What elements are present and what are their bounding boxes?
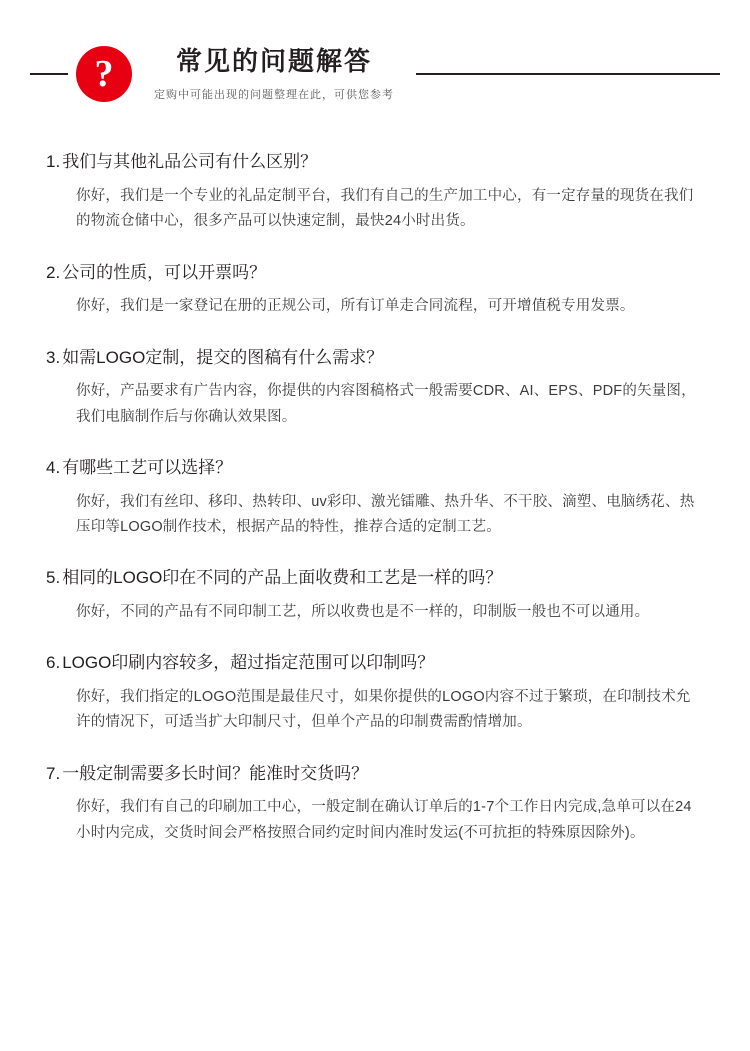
faq-question: 相同的LOGO印在不同的产品上面收费和工艺是一样的吗？ xyxy=(62,568,503,588)
faq-answer: 你好，我们指定的LOGO范围是最佳尺寸，如果你提供的LOGO内容不过于繁琐，在印制技术允许的情况下，可适当扩大印制尺寸，但单个产品的印制费需酌情增加。 xyxy=(76,689,691,731)
faq-answer: 你好，我们有自己的印刷加工中心，一般定制在确认订单后的1-7个工作日内完成,急单可以在24小时内完成，交货时间会严格按照合同约定时间内准时发运(不可抗拒的特殊原因除外)。 xyxy=(76,799,692,841)
faq-question-row xyxy=(46,566,704,591)
faq-answer: 你好，不同的产品有不同印制工艺，所以收费也是不一样的，印制版一般也不可以通用。 xyxy=(76,604,650,621)
faq-question-row xyxy=(46,456,704,481)
faq-item xyxy=(46,261,704,320)
faq-number: 2. xyxy=(46,262,61,282)
faq-number: 1. xyxy=(46,152,61,172)
faq-number: 4. xyxy=(46,457,61,477)
faq-answer: 你好，我们有丝印、移印、热转印、uv彩印、激光镭雕、热升华、不干胶、滴塑、电脑绣花、热压印等LOGO制作技术，根据产品的特性，推荐合适的定制工艺。 xyxy=(76,493,695,535)
page-title: 常见的问题解答 xyxy=(175,46,372,76)
faq-number: 7. xyxy=(46,763,61,783)
faq-question-row xyxy=(46,346,704,371)
faq-item xyxy=(46,456,704,540)
faq-question: 有哪些工艺可以选择？ xyxy=(62,457,233,477)
faq-question: 如需LOGO定制，提交的图稿有什么需求？ xyxy=(62,347,384,367)
faq-item xyxy=(46,150,704,234)
faq-item xyxy=(46,762,704,846)
faq-number: 6. xyxy=(46,653,61,673)
faq-question: 一般定制需要多长时间？能准时交货吗？ xyxy=(62,763,369,783)
faq-question: LOGO印刷内容较多，超过指定范围可以印制吗？ xyxy=(62,653,435,673)
faq-list xyxy=(0,102,750,886)
page-header xyxy=(0,0,750,102)
faq-answer: 你好，产品要求有广告内容，你提供的内容图稿格式一般需要CDR、AI、EPS、PDF的矢量图，我们电脑制作后与你确认效果图。 xyxy=(76,383,696,425)
header-rule-left xyxy=(30,73,68,75)
question-mark-icon xyxy=(76,46,132,102)
header-title-block xyxy=(140,46,408,102)
faq-question: 公司的性质，可以开票吗？ xyxy=(62,262,267,282)
faq-answer: 你好，我们是一个专业的礼品定制平台，我们有自己的生产加工中心，有一定存量的现货在我们的物流仓储中心，很多产品可以快速定制，最快24小时出货。 xyxy=(76,187,694,230)
faq-item xyxy=(46,566,704,625)
faq-answer: 你好，我们是一家登记在册的正规公司，所有订单走合同流程，可开增值税专用发票。 xyxy=(76,298,635,315)
faq-question-row xyxy=(46,261,704,286)
faq-question-row xyxy=(46,762,704,787)
faq-question-row xyxy=(46,150,704,175)
faq-item xyxy=(46,346,704,430)
faq-question: 我们与其他礼品公司有什么区别？ xyxy=(62,152,318,172)
question-mark-glyph: ? xyxy=(94,53,114,96)
faq-number: 3. xyxy=(46,347,61,367)
faq-item xyxy=(46,651,704,735)
faq-question-row xyxy=(46,651,704,676)
header-rule-right xyxy=(416,73,720,75)
faq-number: 5. xyxy=(46,568,61,588)
page-subtitle: 定购中可能出现的问题整理在此，可供您参考 xyxy=(154,89,394,102)
